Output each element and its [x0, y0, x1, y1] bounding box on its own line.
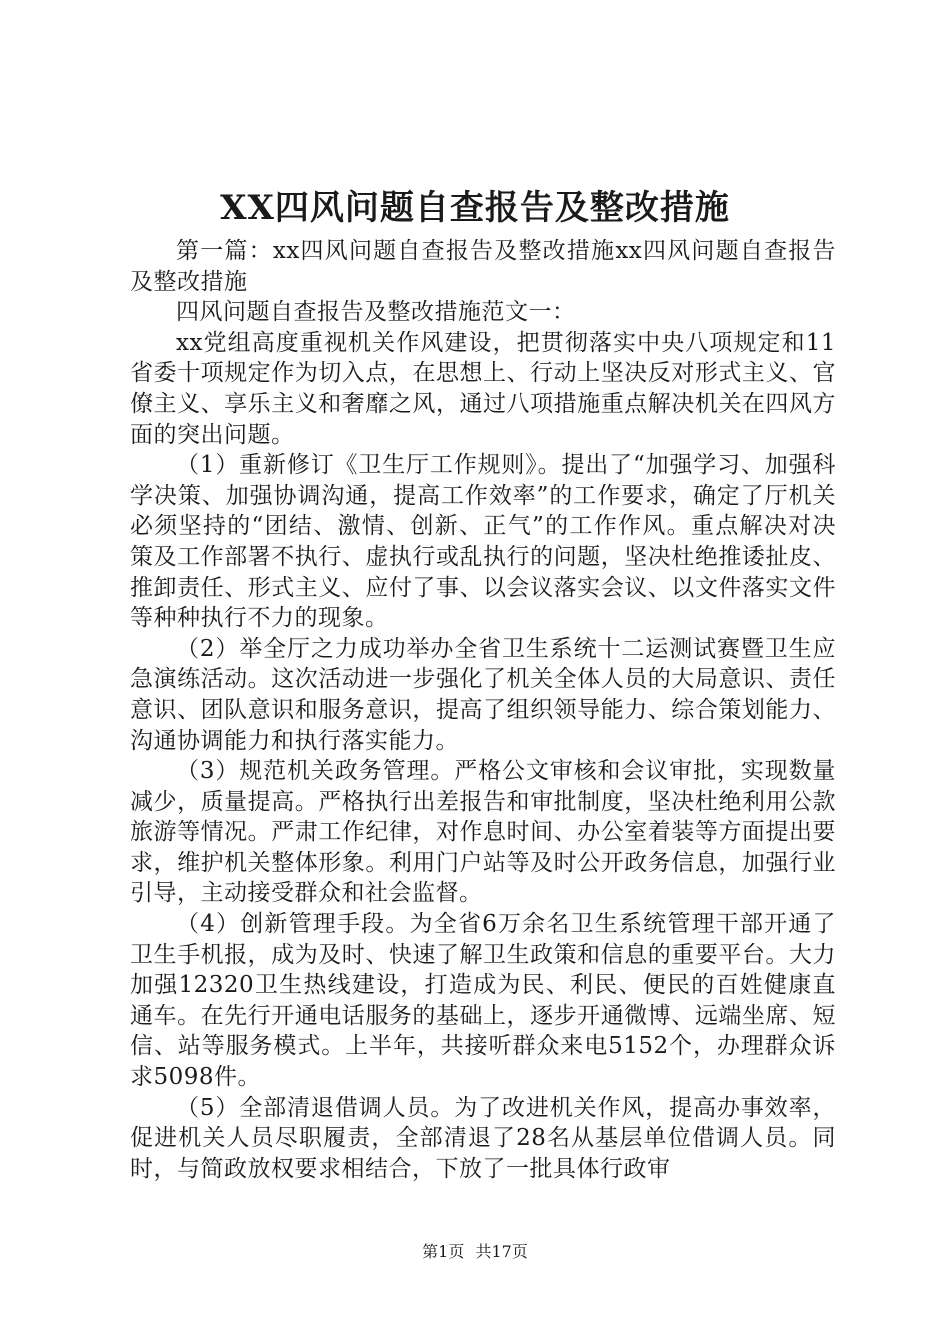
page-total: 共17页 [475, 1242, 528, 1261]
paragraph-item-2: （2）举全厅之力成功举办全省卫生系统十二运测试赛暨卫生应急演练活动。这次活动进一步强化了机关全体人员的大局意识、责任意识、团队意识和服务意识，提高了组织领导能力、综合策划能力、沟通协调能力和执行落实能力。 [130, 635, 836, 754]
paragraph-item-1: （1）重新修订《卫生厅工作规则》。提出了“加强学习、加强科学决策、加强协调沟通，提高工作效率”的工作要求，确定了厅机关必须坚持的“团结、激情、创新、正气”的工作作风。重点解决对决策及工作部署不执行、虚执行或乱执行的问题，坚决杜绝推诿扯皮、推卸责任、形式主义、应付了事、以会议落实会议、以文件落实文件等种种执行不力的现象。 [130, 452, 836, 632]
document-title: XX四风问题自查报告及整改措施 [220, 188, 730, 228]
paragraph-intro-heading: 第一篇：xx四风问题自查报告及整改措施xx四风问题自查报告及整改措施 [130, 238, 836, 295]
page-footer [0, 1240, 950, 1264]
paragraph-item-4: （4）创新管理手段。为全省6万余名卫生系统管理干部开通了卫生手机报，成为及时、快速了解卫生政策和信息的重要平台。大力加强12320卫生热线建设，打造成为民、利民、便民的百姓健康直通车。在先行开通电话服务的基础上，逐步开通微博、远端坐席、短信、站等服务模式。上半年，共接听群众来电5152个，办理群众诉求5098件。 [130, 911, 836, 1091]
paragraph-item-5: （5）全部清退借调人员。为了改进机关作风，提高办事效率，促进机关人员尽职履责，全部清退了28名从基层单位借调人员。同时，与简政放权要求相结合，下放了一批具体行政审 [130, 1094, 836, 1182]
page-number: 第1页 [422, 1242, 465, 1261]
paragraph-item-3: （3）规范机关政务管理。严格公文审核和会议审批，实现数量减少，质量提高。严格执行出差报告和审批制度，坚决杜绝利用公款旅游等情况。严肃工作纪律，对作息时间、办公室着装等方面提出要求，维护机关整体形象。利用门户站等及时公开政务信息，加强行业引导，主动接受群众和社会监督。 [130, 758, 836, 907]
paragraph-sample-heading: 四风问题自查报告及整改措施范文一： [176, 299, 576, 326]
document-body [130, 236, 836, 1184]
paragraph-overview: xx党组高度重视机关作风建设，把贯彻落实中央八项规定和11省委十项规定作为切入点，在思想上、行动上坚决反对形式主义、官僚主义、享乐主义和奢靡之风，通过八项措施重点解决机关在四风方面的突出问题。 [130, 329, 836, 448]
